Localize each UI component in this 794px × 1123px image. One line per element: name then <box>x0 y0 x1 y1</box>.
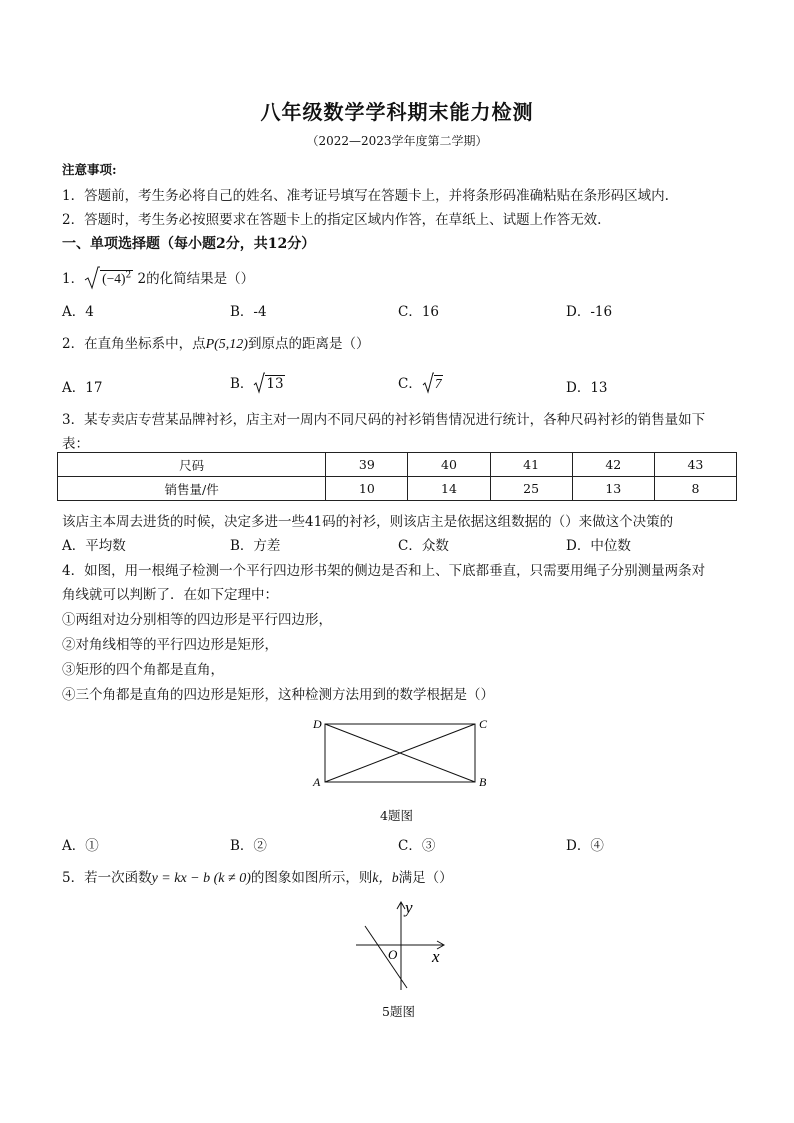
question-number: 1． <box>62 271 85 287</box>
table-cell: 13 <box>572 477 654 501</box>
q2-option-c: C． 7 <box>398 372 443 394</box>
vertex-a: A <box>313 775 321 789</box>
point-p: P(5,12) <box>205 337 248 352</box>
table-cell: 40 <box>408 453 490 477</box>
figure-4-caption: 4题图 <box>380 808 413 823</box>
x-axis-label: x <box>432 947 440 966</box>
table-row <box>58 477 737 501</box>
note-item-1: 1．答题前，考生务必将自己的姓名、准考证号填写在答题卡上，并将条形码准确粘贴在条形码区域内. <box>62 188 669 204</box>
q1-option-b: B．-4 <box>230 304 267 320</box>
vertex-d: D <box>313 717 322 731</box>
table-cell: 42 <box>572 453 654 477</box>
question-1-text: 2的化简结果是（） <box>133 271 255 287</box>
table-cell: 43 <box>654 453 736 477</box>
radical-sign <box>84 266 100 290</box>
radical-sign <box>253 372 265 394</box>
q4-option-c: C．③ <box>398 838 436 854</box>
section-heading: 一、单项选择题（每小题2分，共12分） <box>62 236 316 252</box>
radical-sign <box>422 372 434 394</box>
vertex-b: B <box>479 775 487 789</box>
page-title: 八年级数学学科期末能力检测 <box>260 100 534 124</box>
theorem-3: ③矩形的四个角都是直角， <box>62 662 224 678</box>
table-cell: 销售量/件 <box>58 477 326 501</box>
question-4-line-1: 4．如图，用一根绳子检测一个平行四边形书架的侧边是否和上、下底都垂直，只需要用绳子分别测量两条对 <box>62 563 706 579</box>
question-1 <box>62 266 254 290</box>
figure-5-caption: 5题图 <box>382 1004 415 1019</box>
q3-option-d: D．中位数 <box>566 538 631 554</box>
sales-table <box>57 452 737 501</box>
radicand: $(-4)^2$ <box>102 270 132 286</box>
question-2-prefix: 2．在直角坐标系中，点 <box>62 336 206 352</box>
question-3-line-2: 表： <box>62 436 89 452</box>
exponent: 2 <box>125 270 132 281</box>
radicand: 13 <box>266 376 284 392</box>
question-2-suffix: 到原点的距离是（） <box>247 336 370 352</box>
variables-kb: k，b <box>372 870 399 885</box>
q2-option-b: B． 13 <box>230 372 285 394</box>
table-cell: 10 <box>326 477 408 501</box>
table-cell: 8 <box>654 477 736 501</box>
table-cell: 41 <box>490 453 572 477</box>
q4-option-b: B．② <box>230 838 267 854</box>
q4-option-a: A．① <box>62 838 99 854</box>
sqrt-expression <box>84 266 133 290</box>
vertex-c: C <box>479 717 488 731</box>
question-5-prefix: 5．若一次函数 <box>62 870 152 886</box>
question-2 <box>62 332 369 353</box>
page-subtitle: （2022—2023学年度第二学期） <box>306 134 488 148</box>
table-cell: 25 <box>490 477 572 501</box>
theorem-1: ①两组对边分别相等的四边形是平行四边形， <box>62 612 332 628</box>
radicand: 7 <box>434 376 442 391</box>
function-formula: y = kx − b (k ≠ 0) <box>151 871 251 886</box>
table-row <box>58 453 737 477</box>
theorem-4: ④三个角都是直角的四边形是矩形，这种检测方法用到的数学根据是（） <box>62 687 494 703</box>
q2-option-d: D．13 <box>566 380 608 396</box>
question-5 <box>62 866 453 887</box>
table-cell: 尺码 <box>58 453 326 477</box>
question-3-line-1: 3．某专卖店专营某品牌衬衫，店主对一周内不同尺码的衬衫销售情况进行统计，各种尺码衬衫的销售量如下 <box>62 412 706 428</box>
question-4-line-2: 角线就可以判断了．在如下定理中： <box>62 587 278 603</box>
note-item-2: 2．答题时，考生务必按照要求在答题卡上的指定区域内作答，在草纸上、试题上作答无效. <box>62 212 602 228</box>
q3-option-c: C．众数 <box>398 538 449 554</box>
q1-option-c: C．16 <box>398 304 440 320</box>
linear-function-graph <box>350 892 450 992</box>
question-5-suffix: 的图象如图所示，则 <box>250 870 373 886</box>
theorem-2: ②对角线相等的平行四边形是矩形， <box>62 637 278 653</box>
notes-heading: 注意事项: <box>62 162 117 177</box>
q3-option-b: B．方差 <box>230 538 281 554</box>
table-cell: 39 <box>326 453 408 477</box>
q1-option-d: D．-16 <box>566 304 613 320</box>
q3-option-a: A．平均数 <box>62 538 126 554</box>
y-axis-label: y <box>405 898 413 917</box>
question-3-after: 该店主本周去进货的时候，决定多进一些41码的衬衫，则该店主是依据这组数据的（）来做这个决策的 <box>62 514 674 530</box>
rectangle-figure <box>305 712 495 796</box>
question-5-suffix-2: 满足（） <box>398 870 453 886</box>
origin-label: O <box>388 947 398 962</box>
q1-option-a: A．4 <box>62 304 94 320</box>
table-cell: 14 <box>408 477 490 501</box>
q2-option-a: A．17 <box>62 380 103 396</box>
q4-option-d: D．④ <box>566 838 604 854</box>
